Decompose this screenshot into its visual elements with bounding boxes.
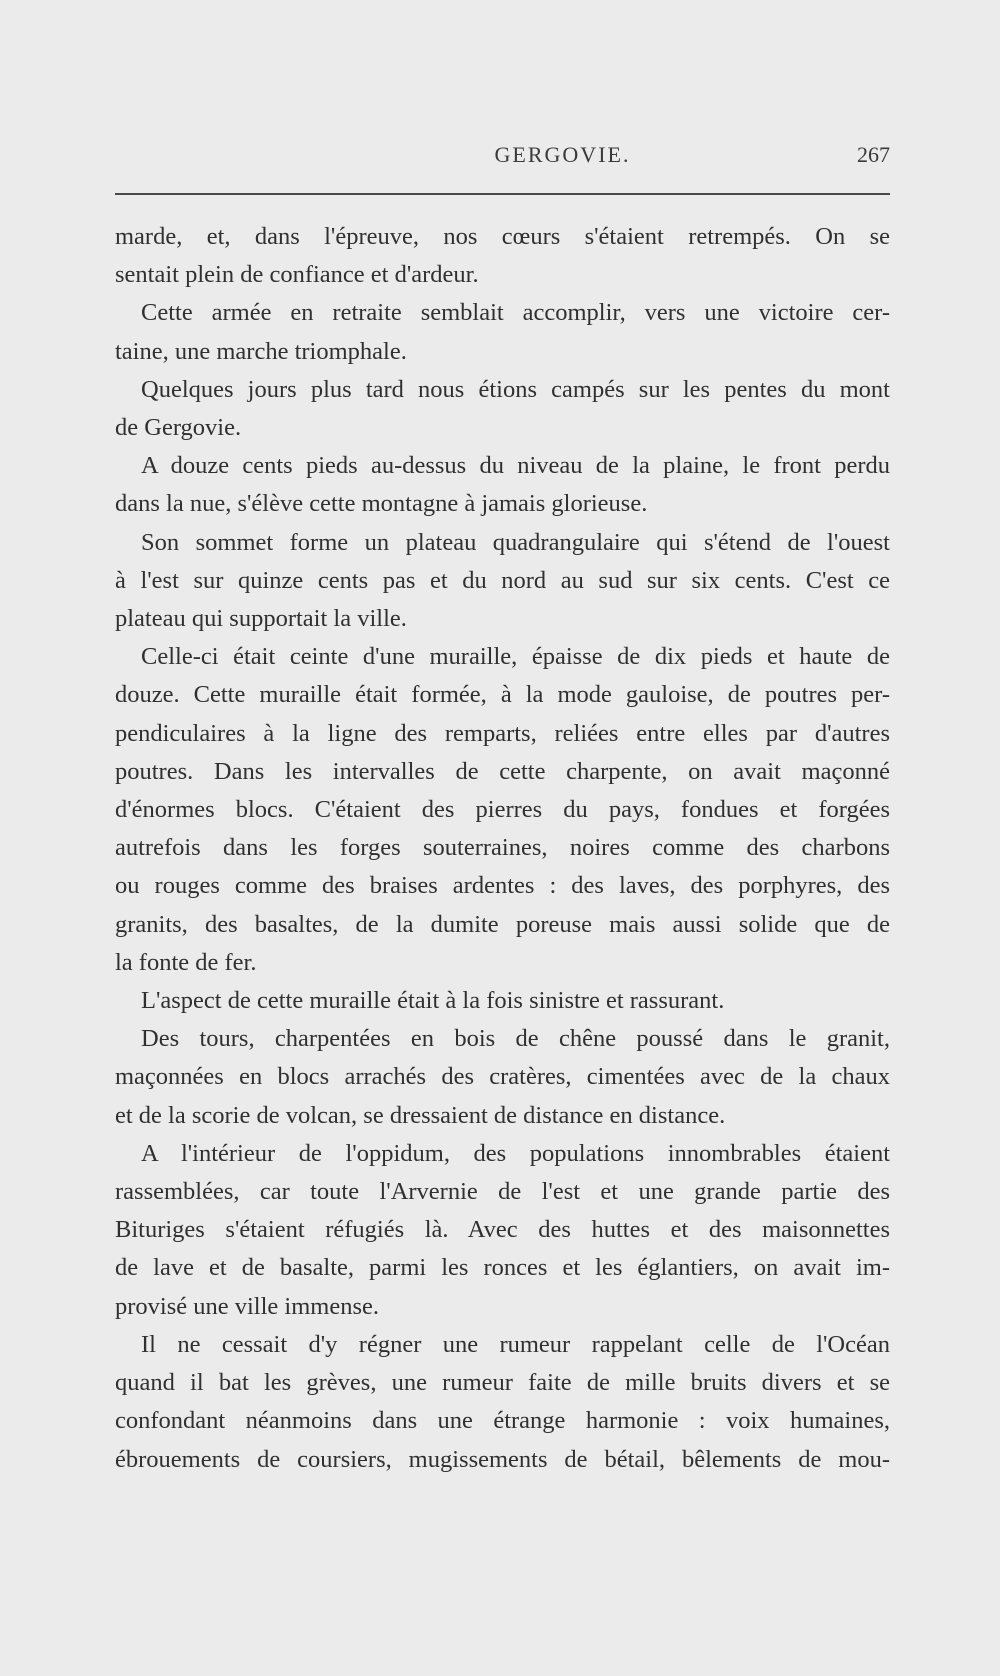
- text-line: marde, et, dans l'épreuve, nos cœurs s'étaient retrempés. On se: [115, 223, 890, 250]
- text-line: Il ne cessait d'y régner une rumeur rappelant celle de l'Océan: [141, 1330, 890, 1358]
- paragraph: [115, 524, 890, 639]
- text-line: de Gergovie.: [115, 414, 242, 442]
- paragraph: [115, 982, 890, 1020]
- text-line: ou rouges comme des braises ardentes : des laves, des porphyres, des: [115, 872, 890, 900]
- text-line: Des tours, charpentées en bois de chêne poussé dans le granit,: [141, 1025, 890, 1053]
- text-line: poutres. Dans les intervalles de cette charpente, on avait maçonné: [115, 757, 890, 785]
- text-line: rassemblées, car toute l'Arvernie de l'est et une grande partie des: [115, 1178, 890, 1206]
- text-line: confondant néanmoins dans une étrange harmonie : voix humaines,: [115, 1407, 890, 1435]
- text-line: la fonte de fer.: [115, 948, 257, 976]
- paragraph: [115, 447, 890, 523]
- paragraph: [115, 1135, 890, 1326]
- text-line: pendiculaires à la ligne des remparts, reliées entre elles par d'autres: [115, 719, 890, 747]
- paragraph: [115, 1020, 890, 1135]
- text-line: dans la nue, s'élève cette montagne à jamais glorieuse.: [115, 490, 648, 518]
- page-header: [115, 138, 890, 172]
- paragraph: [115, 294, 890, 370]
- text-line: provisé une ville immense.: [115, 1292, 379, 1320]
- text-line: L'aspect de cette muraille était à la fois sinistre et rassurant.: [141, 987, 725, 1015]
- text-line: A l'intérieur de l'oppidum, des populations innombrables étaient: [141, 1139, 890, 1167]
- text-line: sentait plein de confiance et d'ardeur.: [115, 261, 479, 289]
- paragraph: [115, 638, 890, 982]
- page-number: 267: [857, 142, 890, 167]
- text-line: plateau qui supportait la ville.: [115, 605, 407, 633]
- text-line: à l'est sur quinze cents pas et du nord au sud sur six cents. C'est ce: [115, 566, 890, 594]
- text-line: de lave et de basalte, parmi les ronces et les églantiers, on avait im-: [115, 1254, 890, 1282]
- body-text: [115, 218, 890, 1479]
- paragraph: [115, 1326, 890, 1479]
- paragraph: [115, 371, 890, 447]
- text-line: douze. Cette muraille était formée, à la mode gauloise, de poutres per-: [115, 681, 890, 709]
- text-line: ébrouements de coursiers, mugissements de bétail, bêlements de mou-: [115, 1445, 890, 1473]
- text-line: d'énormes blocs. C'étaient des pierres du pays, fondues et forgées: [115, 796, 890, 824]
- text-line: et de la scorie de volcan, se dressaient de distance en distance.: [115, 1101, 726, 1129]
- running-title: GERGOVIE.: [494, 142, 631, 167]
- text-line: Son sommet forme un plateau quadrangulaire qui s'étend de l'ouest: [141, 528, 890, 556]
- text-line: Bituriges s'étaient réfugiés là. Avec des huttes et des maisonnettes: [115, 1216, 890, 1244]
- text-line: Celle-ci était ceinte d'une muraille, épaisse de dix pieds et haute de: [141, 643, 890, 671]
- text-line: Cette armée en retraite semblait accomplir, vers une victoire cer-: [141, 299, 890, 327]
- text-line: granits, des basaltes, de la dumite poreuse mais aussi solide que de: [115, 910, 890, 938]
- text-line: autrefois dans les forges souterraines, noires comme des charbons: [115, 834, 890, 862]
- text-line: quand il bat les grèves, une rumeur faite de mille bruits divers et se: [115, 1369, 890, 1397]
- paragraph: [115, 218, 890, 294]
- text-line: A douze cents pieds au-dessus du niveau de la plaine, le front perdu: [141, 452, 890, 480]
- text-line: taine, une marche triomphale.: [115, 337, 407, 365]
- text-line: maçonnées en blocs arrachés des cratères, cimentées avec de la chaux: [115, 1063, 890, 1091]
- header-rule: [115, 193, 890, 195]
- text-line: Quelques jours plus tard nous étions campés sur les pentes du mont: [141, 375, 890, 403]
